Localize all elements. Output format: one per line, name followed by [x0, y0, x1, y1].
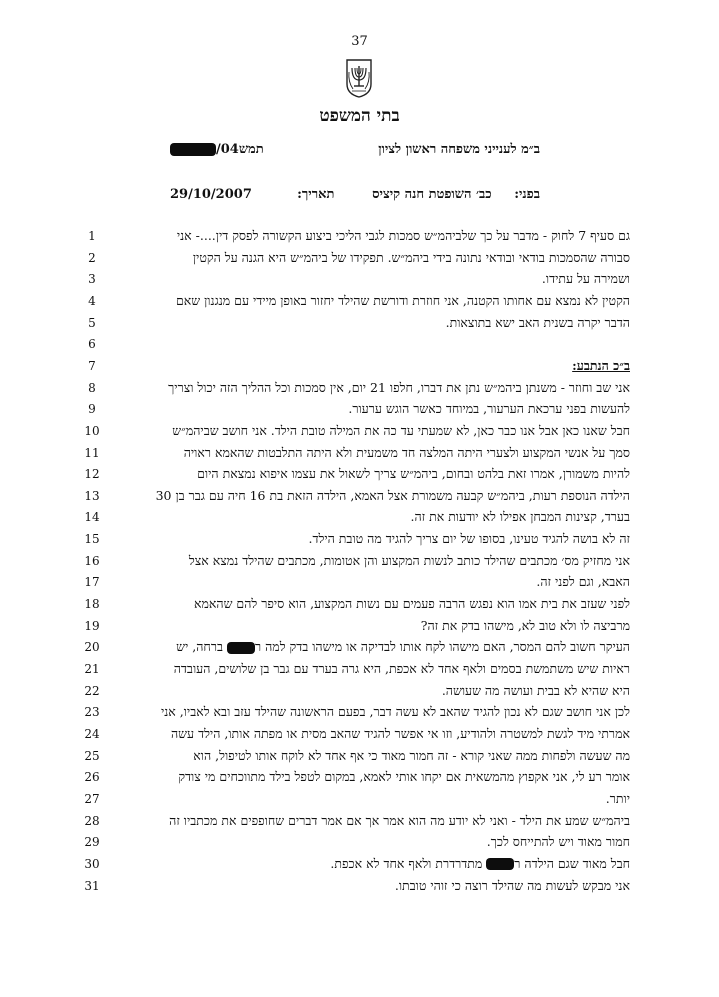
line-number: 27 [84, 791, 100, 806]
transcript-line: ראיות שיש משתמשת בסמים ולאף אחד לא אכפת, היא גרה בערד עם גבר בן שלושים, העובדה [173, 661, 630, 676]
line-number: 3 [88, 272, 96, 287]
transcript-line: לכן אני חושב שגם לא נכון להגיד שהאב לא עשה דבר, בפעם הראשונה שהילד עזב ובא לאביו, אני [160, 704, 630, 720]
line-number: 22 [84, 683, 100, 698]
line-number: 14 [84, 510, 100, 525]
transcript-line: אני מבקש לעשות מה שהילד רוצה כי זוהי טובתו. [394, 877, 630, 893]
transcript-line: ביהמ״ש שמע את הילד - ואני לא יודע מה הוא אמר אך אם אמר דברים שחופפים את מכתביו זה [169, 812, 630, 828]
line-number: 25 [84, 748, 100, 763]
line-text-before-redaction: חבל מאוד שגם הילדה ר [514, 855, 630, 871]
line-number: 6 [88, 337, 96, 352]
transcript-line: להעשות בפני ערכאת הערעור, במיוחד כאשר הוגש ערעור. [348, 401, 630, 417]
line-number: 28 [84, 813, 100, 828]
transcript-line [120, 854, 630, 874]
redaction-mark [486, 858, 514, 870]
transcript-line: הדבר יקרה בשנית האב ישא בתוצאות. [445, 314, 630, 330]
line-number: 11 [84, 445, 100, 460]
transcript-line: הילדה הנוספת רעות, ביהמ״ש קבעה משמורת אצל האמא, הילדה הזאת בת 16 חיה עם גבר בן 30 [155, 487, 630, 503]
line-number: 12 [84, 467, 100, 482]
transcript-line: ושמירה על עתידו. [541, 271, 630, 287]
line-number: 30 [84, 856, 100, 871]
transcript-line: אמרתי מיד לגשת למשטרה ולהודיע, וזו אי אפשר להגיד שהאב מסית או מפתה אותו, הילד עשה [170, 725, 630, 741]
line-text-before-redaction: העיקר חשוב להם המסר, האם מישהו לקח אותו לבדיקה או מישהו בדק למה ר [254, 639, 630, 655]
page-number: 37 [351, 34, 368, 49]
line-number: 4 [88, 293, 96, 308]
transcript-line: גם סעיף 7 לחוק - מדבר על כך שלביהמ״ש סמכות לגבי הליכי ביצוע הקשורה לפסק דין....- אני [176, 228, 630, 243]
transcript-line: זה לא בושה להגיד טעינו, בסופו של יום צריך להגיד מה טובת הילד. [308, 531, 630, 547]
transcript-line: הקטין לא נמצא עם אחותו הקטנה, אני חוזרת ודורשת שהילד יחזור באופן מיידי עם מנגנון שאם [176, 292, 630, 308]
transcript-line: חבל שאנו כאן אבל אנו כבר כאן, לא שמעתי עד כה את המילה טובת הילד. אני חושב שביהמ״ש [172, 422, 630, 438]
transcript-line: לפני שעזב את בית אמו הוא נפגש הרבה פעמים עם נשות המקצוע, הוא סיפר להם שהאמא [193, 596, 630, 612]
line-number: 19 [84, 618, 100, 633]
line-number: 10 [84, 423, 100, 438]
court-name: ב״מ לענייני משפחה ראשון לציון [378, 142, 540, 157]
transcript-line: אני מחזיק מס׳ מכתבים שהילד כותב לנשות המקצוע והן אטומות, מכתבים שהילד נמצא אצל [188, 552, 630, 568]
line-number: 9 [88, 402, 96, 417]
line-number: 31 [84, 878, 100, 893]
line-number: 26 [84, 770, 100, 785]
date-value: 29/10/2007 [170, 187, 252, 202]
line-number: 17 [84, 575, 100, 590]
line-number: 13 [84, 488, 100, 503]
line-number: 2 [88, 250, 96, 265]
transcript-line: סמך על אנשי המקצוע ולצערי היתה המלצה חד משמעית ולא היתה התלבטות שהאמא ראויה [183, 444, 630, 460]
line-number: 15 [84, 532, 100, 547]
line-number: 21 [84, 662, 100, 676]
line-text-after-redaction: מתדרדרת ולאף אחד לא אכפת. [330, 855, 487, 871]
line-number: 1 [88, 229, 96, 243]
judge-name: כב׳ השופטת חנה קיציס [372, 187, 492, 202]
line-number: 7 [88, 358, 96, 373]
transcript-line: אני שב וחוזר - משנתן ביהמ״ש נתן את דברו, חלפו 21 יום, אין סמכות וכל ההליך הזה יכול וצריך [168, 379, 630, 395]
transcript-line: היא שהיא לא בבית ועושה מה שעושה. [441, 682, 630, 698]
line-number: 23 [84, 705, 100, 720]
transcript-line: חמור מאוד ויש להתייחס לכך. [486, 834, 630, 850]
redaction-mark [227, 642, 255, 654]
line-number: 8 [88, 380, 96, 395]
line-number: 24 [84, 726, 100, 741]
transcript-line: מה שעשה ולפחות ממה שאני קורא - זה חמור מאוד כי אף אחד לא לוקח אותו לטיפול, הוא [193, 747, 630, 763]
judge-label: בפני: [514, 187, 540, 202]
transcript-line: האבא, וגם לפני זה. [536, 574, 630, 590]
transcript-line [120, 334, 630, 354]
transcript-line: להיות משמורן, אמרו זאת בלהט ובחום, ביהמ״ש צריך לשאול את עצמו איפוא נמצאת היום [197, 466, 630, 482]
case-prefix: תמש [238, 142, 264, 157]
transcript-line: מרביצה לו ולא טוב לא, מישהו בדק את זה? [420, 617, 630, 633]
line-number: 29 [84, 835, 100, 850]
line-number: 5 [88, 315, 96, 330]
transcript-line: יותר. [605, 790, 630, 806]
speaker-heading: ב״כ הנתבע: [572, 357, 630, 373]
line-number: 18 [84, 597, 100, 612]
date-label: תאריך: [297, 187, 335, 202]
court-title: בתי המשפט [319, 106, 400, 126]
case-suffix: /04 [216, 141, 239, 157]
transcript-line: אומר רע לי, אני אקפוץ מהמשאית אם יקחו אותי לאמא, במקום לטפל בילד מתווכחים מי צודק [178, 769, 630, 785]
transcript-line: סבורה שהסמכות בודאי ובודאי נתונה בידי ביהמ״ש. תפקידו של ביהמ״ש היא הגנה על הקטין [192, 249, 630, 265]
transcript-line: בערד, קצינות המבחן אפילו לא יודעות את זה. [410, 509, 630, 525]
line-number: 16 [84, 553, 100, 568]
line-text-after-redaction: ברחה, יש [176, 639, 227, 655]
line-number: 20 [84, 640, 100, 655]
transcript-line [120, 637, 630, 657]
